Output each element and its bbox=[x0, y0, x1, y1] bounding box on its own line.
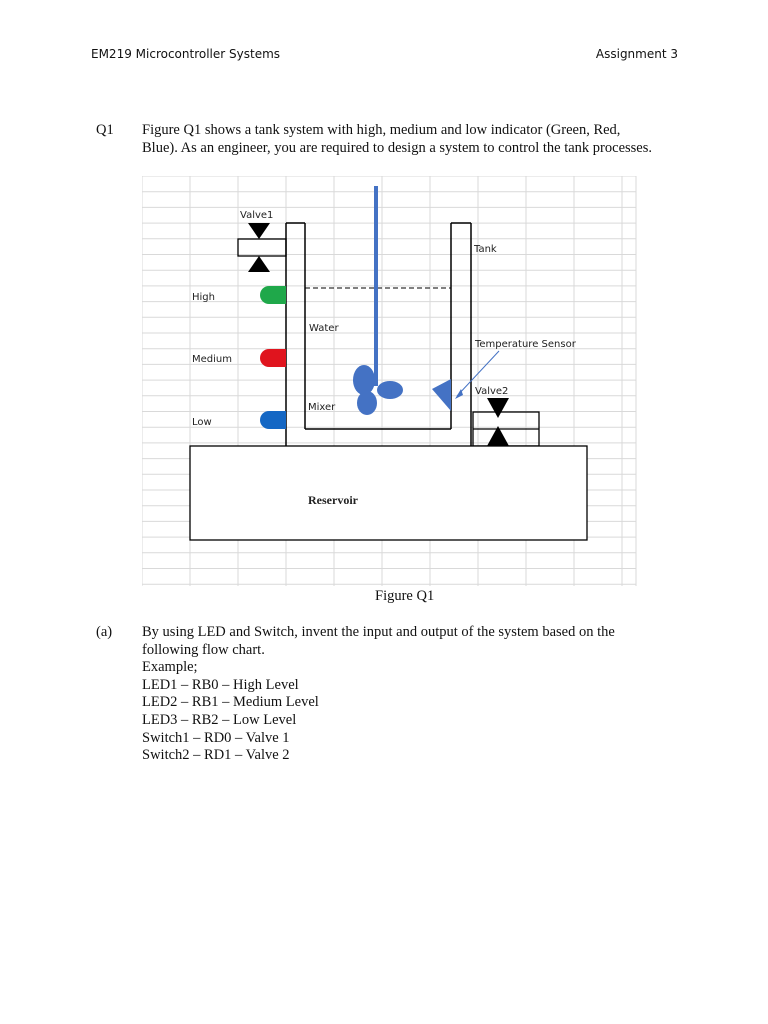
header-assignment: Assignment 3 bbox=[595, 47, 678, 61]
part-a-item: LED1 – RB0 – High Level bbox=[142, 676, 299, 693]
mixer bbox=[353, 186, 403, 415]
high-indicator bbox=[260, 286, 286, 304]
part-a-item: LED3 – RB2 – Low Level bbox=[142, 711, 297, 728]
mixer-label: Mixer bbox=[308, 402, 336, 413]
header-course: EM219 Microcontroller Systems bbox=[91, 47, 281, 61]
low-label: Low bbox=[192, 417, 212, 428]
part-a-item: Switch2 – RD1 – Valve 2 bbox=[142, 747, 290, 764]
low-indicator bbox=[260, 411, 286, 429]
question-number: Q1 bbox=[96, 122, 114, 138]
question-text: Figure Q1 shows a tank system with high, medium and low indicator (Green, Red, Blue). As an engineer, you are required to design a system to control the tank processes. bbox=[142, 122, 652, 156]
part-a-item: Switch1 – RD0 – Valve 1 bbox=[142, 729, 290, 746]
temperature-sensor-label: Temperature Sensor bbox=[475, 339, 576, 350]
tank-label: Tank bbox=[474, 244, 497, 255]
temperature-sensor bbox=[432, 379, 451, 411]
medium-label: Medium bbox=[192, 354, 232, 365]
part-a-body bbox=[142, 624, 652, 765]
valve1-label: Valve1 bbox=[240, 210, 274, 221]
part-a-example-heading: Example; bbox=[142, 659, 198, 676]
valve2 bbox=[473, 398, 539, 446]
part-a-intro: By using LED and Switch, invent the input and output of the system based on the following flow chart. bbox=[142, 624, 615, 658]
medium-indicator bbox=[260, 349, 286, 367]
high-label: High bbox=[192, 292, 215, 303]
part-a-label: (a) bbox=[96, 624, 113, 640]
figure-caption: Figure Q1 bbox=[375, 588, 435, 604]
reservoir-label: Reservoir bbox=[308, 493, 358, 507]
reservoir bbox=[190, 446, 587, 540]
valve1 bbox=[238, 223, 286, 272]
part-a-item: LED2 – RB1 – Medium Level bbox=[142, 694, 319, 711]
water-label: Water bbox=[309, 323, 339, 334]
tank-system-figure bbox=[142, 176, 638, 588]
valve2-label: Valve2 bbox=[475, 386, 509, 397]
